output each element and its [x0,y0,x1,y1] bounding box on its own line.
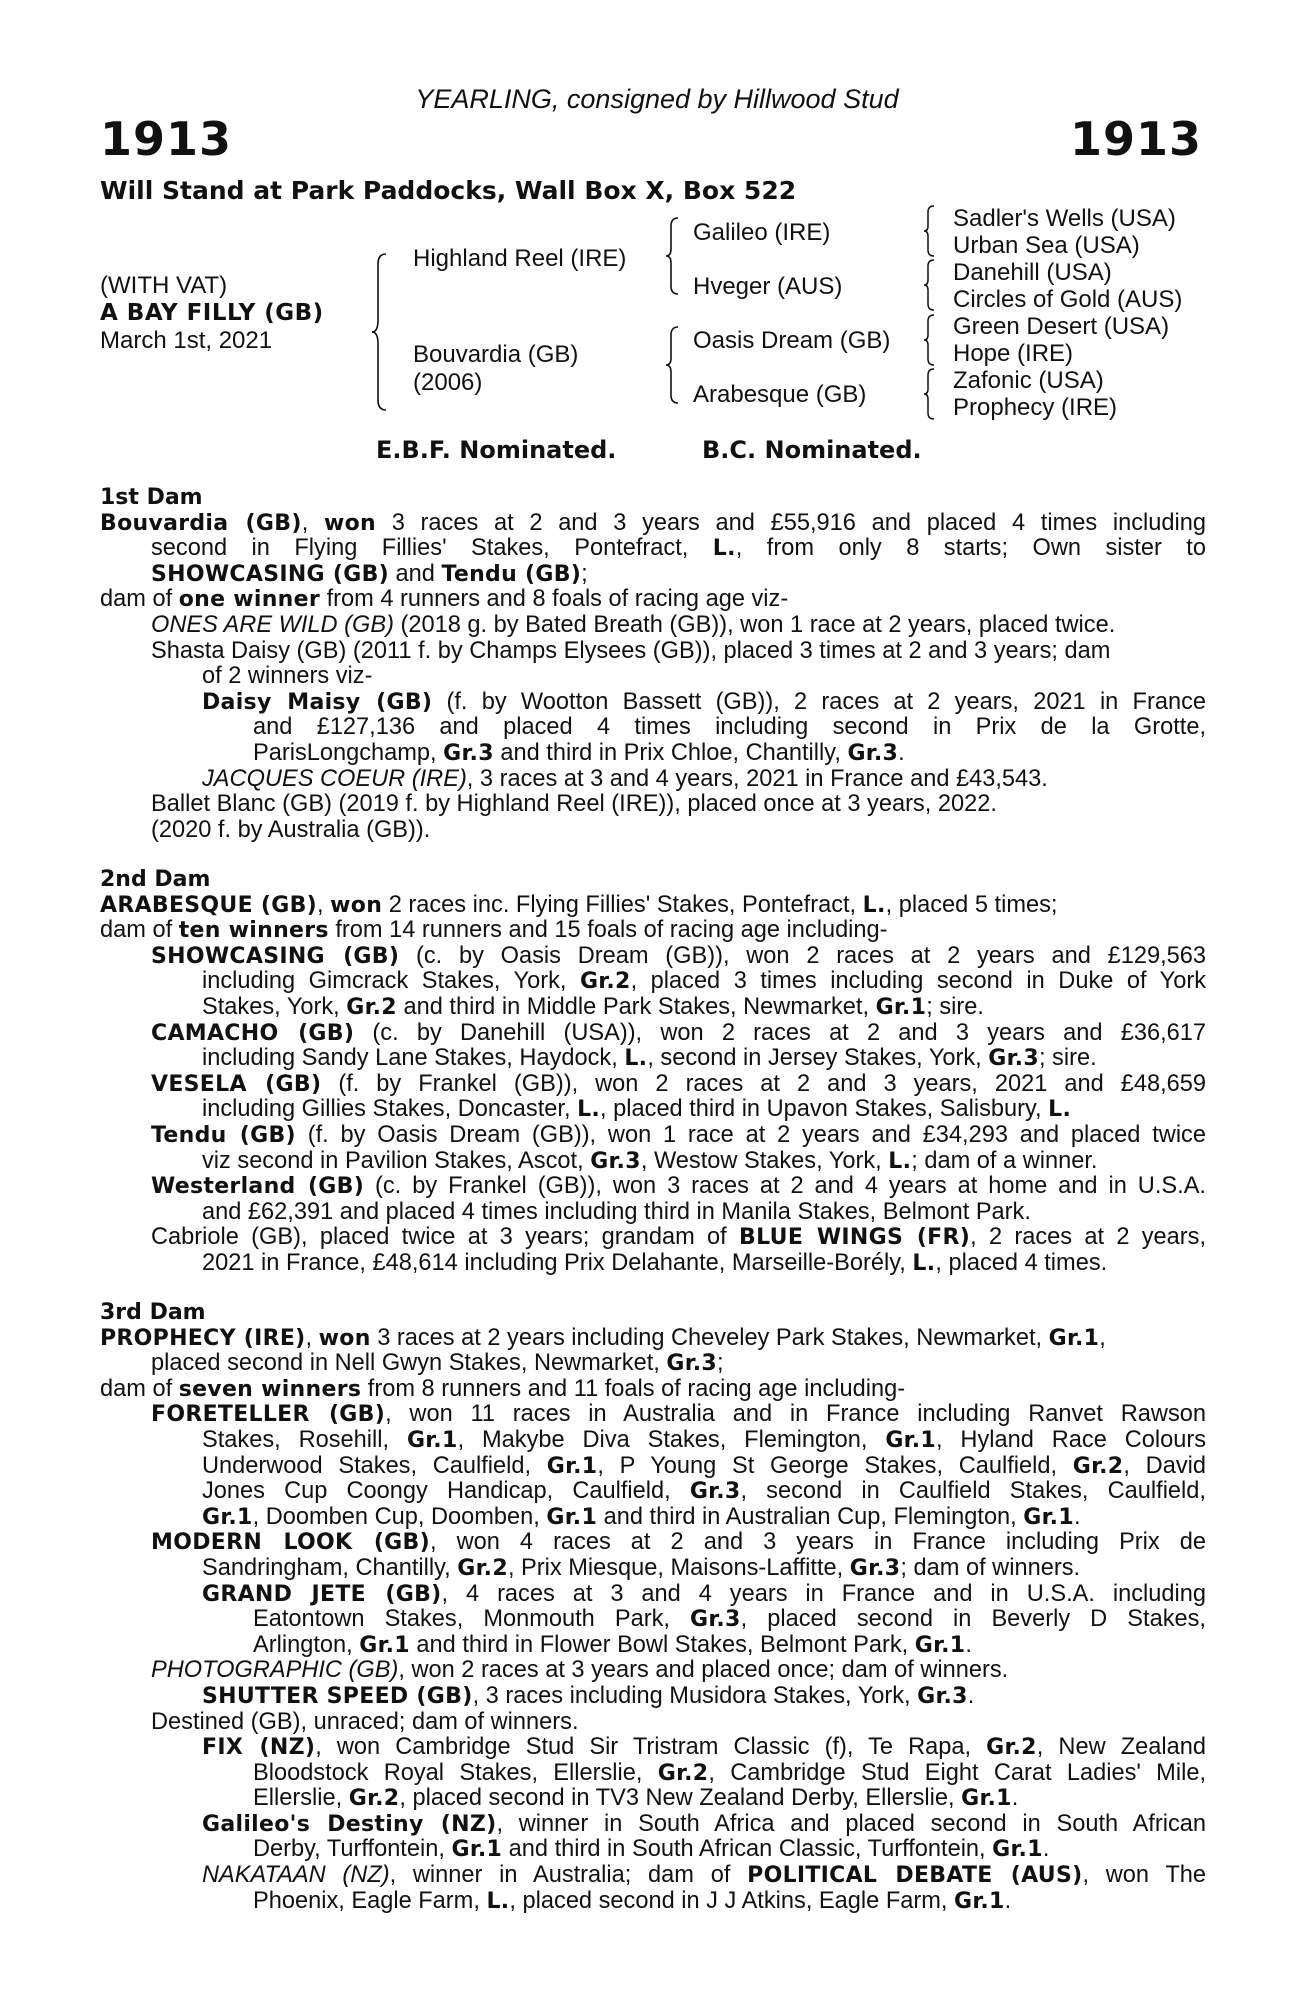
second-dam-heading: 2nd Dam [100,867,211,892]
third-dam-line: NAKATAAN (NZ), winner in Australia; dam of POLITICAL DEBATE (AUS), won The [202,1862,1207,1889]
first-dam-line: Ballet Blanc (GB) (2019 f. by Highland Reel (IRE)), placed once at 3 years, 2022. [151,791,997,818]
second-dam-line: including Sandy Lane Stakes, Haydock, L., second in Jersey Stakes, York, Gr.3; sire. [202,1045,1097,1072]
dam-sire-dam: Hope (IRE) [953,340,1074,367]
third-dam-line: Stakes, Rosehill, Gr.1, Makybe Diva Stakes, Flemington, Gr.1, Hyland Race Colours [202,1426,1206,1453]
first-dam-line: (2020 f. by Australia (GB)). [151,816,431,843]
third-dam-heading: 3rd Dam [100,1300,206,1325]
third-dam-line: FORETELLER (GB), won 11 races in Australia and in France including Ranvet Rawson [151,1401,1206,1428]
sire-sire: Galileo (IRE) [693,219,831,246]
ebf-nominated: E.B.F. Nominated. [376,436,617,464]
second-dam-line: SHOWCASING (GB) (c. by Oasis Dream (GB)), won 2 races at 2 years and £129,563 [151,942,1206,969]
third-dam-line: Underwood Stakes, Caulfield, Gr.1, P Young St George Stakes, Caulfield, Gr.2, David [202,1452,1206,1479]
second-dam-line: VESELA (GB) (f. by Frankel (GB)), won 2 races at 2 and 3 years, 2021 and £48,659 [151,1070,1206,1097]
second-dam-line: dam of ten winners from 14 runners and 15 foals of racing age including- [100,917,888,944]
vat-note: (WITH VAT) [100,272,228,299]
sire-dam: Hveger (AUS) [693,273,843,300]
first-dam-line: Bouvardia (GB), won 3 races at 2 and 3 years and £55,916 and placed 4 times including [100,509,1206,536]
third-dam-line: Phoenix, Eagle Farm, L., placed second in J J Atkins, Eagle Farm, Gr.1. [253,1887,1012,1914]
third-dam-line: placed second in Nell Gwyn Stakes, Newmarket, Gr.3; [151,1350,724,1377]
second-dam-line: 2021 in France, £48,614 including Prix Delahante, Marseille-Borély, L., placed 4 times. [202,1249,1108,1276]
first-dam-line: ParisLongchamp, Gr.3 and third in Prix Chloe, Chantilly, Gr.3. [253,739,905,766]
dam-dam-sire: Zafonic (USA) [953,367,1104,394]
third-dam-line: dam of seven winners from 8 runners and 11 foals of racing age including- [100,1375,906,1402]
second-dam-line: viz second in Pavilion Stakes, Ascot, Gr.3, Westow Stakes, York, L.; dam of a winner. [202,1147,1098,1174]
third-dam-line: GRAND JETE (GB), 4 races at 3 and 4 years in France and in U.S.A. including [202,1580,1207,1607]
pedigree-brace-sd [922,258,940,312]
stabling-location: Will Stand at Park Paddocks, Wall Box X, Box 522 [100,176,797,205]
first-dam-line: of 2 winners viz- [202,663,373,690]
second-dam-line: including Gimcrack Stakes, York, Gr.2, placed 3 times including second in Duke of York [202,968,1206,995]
pedigree-brace-dd [922,367,940,421]
sire-dam-dam: Circles of Gold (AUS) [953,286,1183,313]
third-dam-section [100,1300,1206,1914]
first-dam-line: second in Flying Fillies' Stakes, Pontefract, L., from only 8 starts; Own sister to [151,535,1206,562]
first-dam-line: Shasta Daisy (GB) (2011 f. by Champs Elysees (GB)), placed 3 times at 2 and 3 years; dam [151,637,1111,664]
second-dam-line: Westerland (GB) (c. by Frankel (GB)), won 3 races at 2 and 4 years at home and in U.S.A. [151,1173,1206,1200]
third-dam-line: Derby, Turffontein, Gr.1 and third in South African Classic, Turffontein, Gr.1. [253,1836,1050,1863]
lot-number-right: 1913 [1069,112,1202,166]
first-dam-line: Daisy Maisy (GB) (f. by Wootton Bassett (GB)), 2 races at 2 years, 2021 in France [202,688,1206,715]
second-dam-section [100,867,1206,1277]
horse-dob: March 1st, 2021 [100,327,273,354]
third-dam-line: Gr.1, Doomben Cup, Doomben, Gr.1 and third in Australian Cup, Flemington, Gr.1. [202,1503,1081,1530]
dam: Bouvardia (GB) [413,341,579,368]
consignor-line: YEARLING, consigned by Hillwood Stud [415,84,899,114]
third-dam-line: MODERN LOOK (GB), won 4 races at 2 and 3 years in France including Prix de [151,1529,1206,1556]
third-dam-line: Sandringham, Chantilly, Gr.2, Prix Miesque, Maisons-Laffitte, Gr.3; dam of winners. [202,1554,1081,1581]
second-dam-line: Cabriole (GB), placed twice at 3 years; grandam of BLUE WINGS (FR), 2 races at 2 years, [151,1224,1207,1251]
first-dam-line: ONES ARE WILD (GB) (2018 g. by Bated Breath (GB)), won 1 race at 2 years, placed twice. [151,611,1116,638]
pedigree-brace-ds [922,313,940,367]
third-dam-line: Jones Cup Coongy Handicap, Caulfield, Gr.3, second in Caulfield Stakes, Caulfield, [202,1478,1206,1505]
bc-nominated: B.C. Nominated. [702,436,922,464]
third-dam-line: PROPHECY (IRE), won 3 races at 2 years including Cheveley Park Stakes, Newmarket, Gr.1, [100,1324,1106,1351]
second-dam-line: including Gillies Stakes, Doncaster, L., placed third in Upavon Stakes, Salisbury, L. [202,1096,1072,1123]
sire-sire-dam: Urban Sea (USA) [953,232,1140,259]
third-dam-line: Ellerslie, Gr.2, placed second in TV3 New Zealand Derby, Ellerslie, Gr.1. [253,1785,1019,1812]
sire: Highland Reel (IRE) [413,245,627,272]
third-dam-line: Galileo's Destiny (NZ), winner in South Africa and placed second in South African [202,1810,1206,1837]
pedigree-brace-ss [922,204,940,258]
first-dam-line: JACQUES COEUR (IRE), 3 races at 3 and 4 years, 2021 in France and £43,543. [202,765,1048,792]
sire-dam-sire: Danehill (USA) [953,259,1112,286]
third-dam-line: PHOTOGRAPHIC (GB), won 2 races at 3 years and placed once; dam of winners. [151,1657,1009,1684]
second-dam-line: Tendu (GB) (f. by Oasis Dream (GB)), won 1 race at 2 years and £34,293 and placed twice [151,1121,1206,1148]
dam-dam: Arabesque (GB) [693,381,867,408]
second-dam-line: ARABESQUE (GB), won 2 races inc. Flying Fillies' Stakes, Pontefract, L., placed 5 times; [100,891,1058,918]
dam-dam-dam: Prophecy (IRE) [953,394,1118,421]
horse-name: A BAY FILLY (GB) [100,300,324,326]
sire-sire-sire: Sadler's Wells (USA) [953,205,1176,232]
first-dam-line: and £127,136 and placed 4 times including second in Prix de la Grotte, [253,714,1206,741]
dam-sire-sire: Green Desert (USA) [953,313,1170,340]
dam-year: (2006) [413,369,483,396]
second-dam-line: Stakes, York, Gr.2 and third in Middle Park Stakes, Newmarket, Gr.1; sire. [202,993,984,1020]
third-dam-line: Bloodstock Royal Stakes, Ellerslie, Gr.2, Cambridge Stud Eight Carat Ladies' Mile, [253,1759,1206,1786]
third-dam-line: Eatontown Stakes, Monmouth Park, Gr.3, placed second in Beverly D Stakes, [253,1606,1206,1633]
third-dam-line: Arlington, Gr.1 and third in Flower Bowl Stakes, Belmont Park, Gr.1. [253,1631,972,1658]
second-dam-line: and £62,391 and placed 4 times including third in Manila Stakes, Belmont Park. [202,1198,1031,1225]
third-dam-line: Destined (GB), unraced; dam of winners. [151,1708,579,1735]
first-dam-line: dam of one winner from 4 runners and 8 foals of racing age viz- [100,586,789,613]
second-dam-line: CAMACHO (GB) (c. by Danehill (USA)), won 2 races at 2 and 3 years and £36,617 [151,1019,1206,1046]
lot-number-left: 1913 [100,112,233,166]
pedigree-brace-sire [664,216,684,296]
third-dam-line: SHUTTER SPEED (GB), 3 races including Musidora Stakes, York, Gr.3. [202,1682,975,1709]
first-dam-heading: 1st Dam [100,485,203,510]
pedigree-brace-main [370,252,392,412]
pedigree-brace-dam [664,325,684,405]
first-dam-line: SHOWCASING (GB) and Tendu (GB); [151,560,588,587]
first-dam-section [100,485,1206,843]
third-dam-line: FIX (NZ), won Cambridge Stud Sir Tristram Classic (f), Te Rapa, Gr.2, New Zealand [202,1734,1206,1761]
dam-sire: Oasis Dream (GB) [693,327,891,354]
